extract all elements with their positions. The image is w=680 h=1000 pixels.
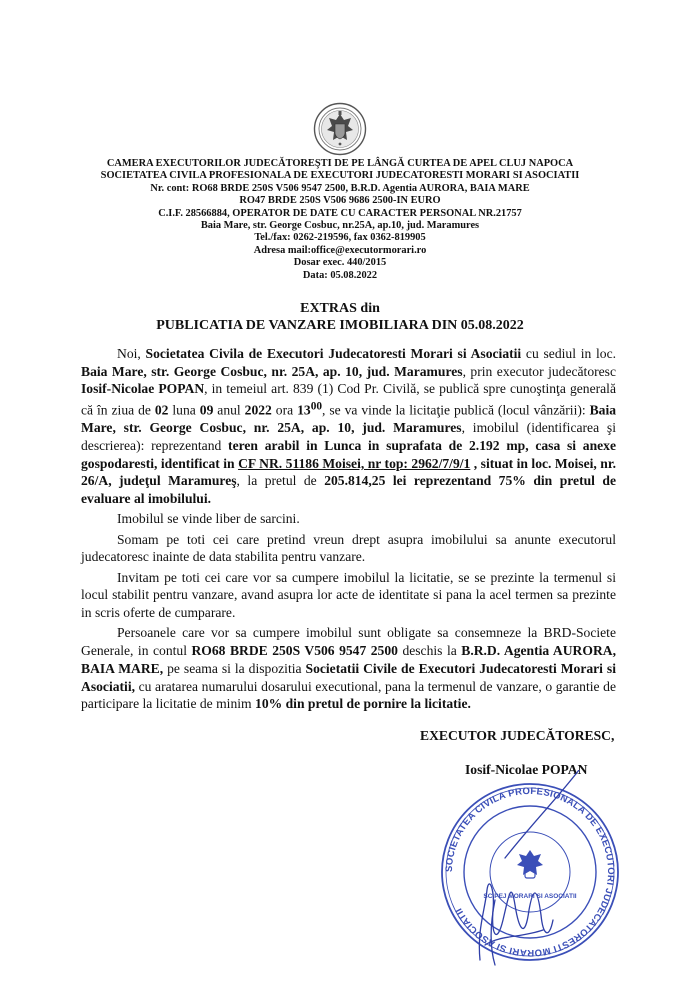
paragraph-sale-notice: Noi, Societatea Civila de Executori Judecatoresti Morari si Asociatii cu sediul in loc. Baia Mare, str. George Cosbuc, nr. 25A, ap. 10, jud. Maramures, prin executor judecătoresc Iosif-Nicolae POPAN, in temeiul art. 839 (1) Cod Pr. Civilă, se publică spre cunoştinţa generală că în ziua de 02 luna 09 anul 2022 ora $13^{00}$, se va vinde la licitaţie publică (locul vânzării): Baia Mare, str. George Cosbuc, nr. 25A, ap. 10, jud. Maramures, imobilul (identificarea şi descrierea): reprezentand teren arabil in Lunca in suprafata de 2.192 mp, casa si anexe gospodaresti, identificat in CF NR. 51186 Moisei, nr top: 2962/7/9/1 , situat in loc. Moisei, nr. 26/A, judeţul Maramureş, la pretul de 205.814,25 lei reprezentand 75% din pretul de evaluare al imobilului. [81, 346, 617, 507]
bank-account: RO68 BRDE 250S V506 9547 2500 [191, 643, 398, 659]
title-line-extract: EXTRAS din [300, 301, 380, 316]
header-line-email: Adresa mail:office@executormorari.ro [253, 244, 427, 256]
stamp-outer-text: SOCIETATEA CIVILA PROFESIONALA DE EXECUTORI JUDECATORESTI MORARI SI ASOCIATII [443, 785, 617, 959]
stamp-inner-text: SC PEJ MORARI SI ASOCIATII [483, 893, 577, 900]
header-line-account-ron: Nr. cont: RO68 BRDE 250S V506 9547 2500, B.R.D. Agentia AURORA, BAIA MARE [150, 182, 530, 194]
land-registry-reference: CF NR. 51186 Moisei, nr top: 2962/7/9/1 [238, 455, 471, 471]
header-line-chamber: CAMERA EXECUTORILOR JUDECĂTOREŞTI DE PE LÂNGĂ CURTEA DE APEL CLUJ NAPOCA [106, 158, 574, 169]
document-body [81, 345, 616, 716]
title-line-publication: PUBLICATIA DE VANZARE IMOBILIARA DIN 05.08.2022 [156, 318, 524, 333]
header-line-cif: C.I.F. 28566884, OPERATOR DE DATE CU CARACTER PERSONAL NR.21757 [158, 207, 522, 219]
official-stamp [425, 770, 635, 975]
header-line-company: SOCIETATEA CIVILA PROFESIONALA DE EXECUTORI JUDECATORESTI MORARI SI ASOCIATII [100, 170, 580, 182]
paragraph-invitation: Invitam pe toti cei care vor sa cumpere imobilul la licitatie, se se prezinte la termenul si locul stabilit pentru vanzare, avand asupra lor acte de identitate si pana la acel termen sa prezinte in scris oferte de cumparare. [81, 569, 616, 621]
coat-of-arms-icon [313, 102, 367, 156]
header-line-date: Data: 05.08.2022 [302, 269, 378, 281]
paragraph-guarantee: Persoanele care vor sa cumpere imobilul sunt obligate sa consemneze la BRD-Societe Generale, in contul RO68 BRDE 250S V506 9547 2500 deschis la B.R.D. Agentia AURORA, BAIA MARE, pe seama si la dispozitia Societatii Civile de Executori Judecatoresti Morari si Asociatii, cu aratarea numarului dosarului executional, pana la termenul de vanzare, o garantie de participare la licitatie de minim 10% din pretul de pornire la licitatie. [81, 625, 616, 712]
header-line-file-number: Dosar exec. 440/2015 [293, 257, 387, 269]
sale-price: 205.814,25 lei reprezentand 75% din pretul de evaluare al imobilului. [81, 473, 617, 507]
signature-name: Iosif-Nicolae POPAN [465, 762, 588, 777]
header-line-address: Baia Mare, str. George Cosbuc, nr.25A, ap.10, jud. Maramures [200, 220, 480, 232]
paragraph-summons: Somam pe toti cei care pretind vreun drept asupra imobilului sa anunte executorul judecatoresc inainte de data stabilita pentru vanzare. [81, 531, 616, 565]
svg-text:SOCIETATEA CIVILA PROFESIONALA [444, 786, 616, 958]
guarantee-percentage: 10% din pretul de pornire la licitatie. [255, 696, 471, 712]
header-line-phone: Tel./fax: 0262-219596, fax 0362-819905 [254, 232, 426, 244]
header-line-account-eur: RO47 BRDE 250S V506 9686 2500-IN EURO [239, 195, 441, 207]
signature-title: EXECUTOR JUDECĂTORESC, [420, 728, 615, 743]
paragraph-no-encumbrances: Imobilul se vinde liber de sarcini. [117, 511, 300, 527]
document-title [40, 300, 640, 334]
letterhead [40, 158, 640, 282]
